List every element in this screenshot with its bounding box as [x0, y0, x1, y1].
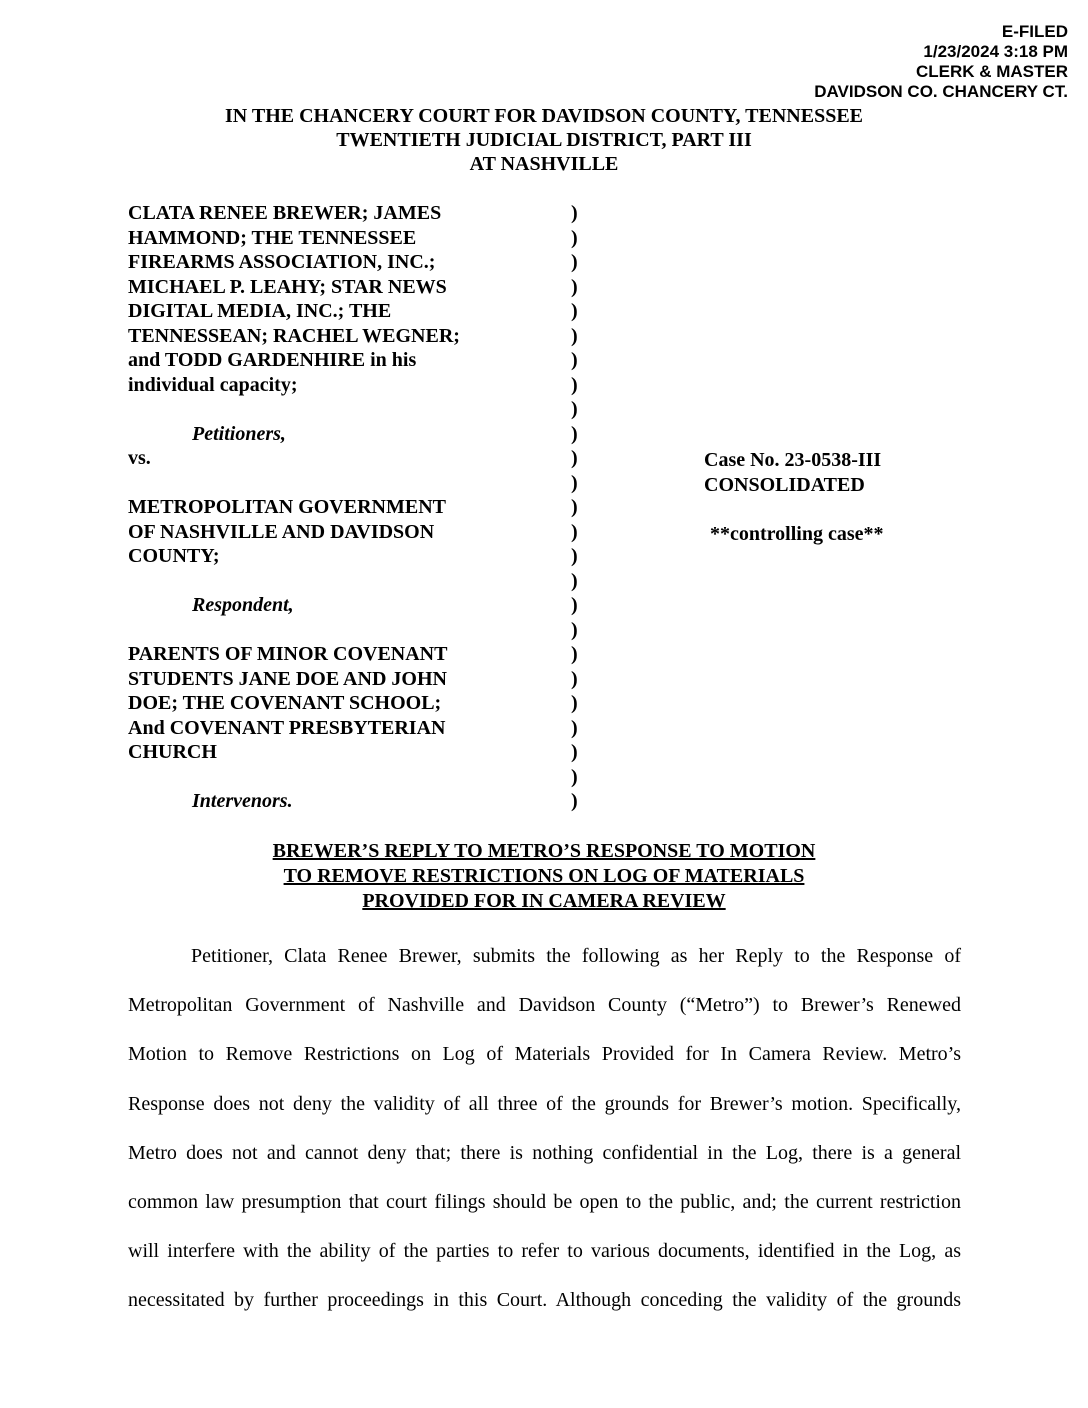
case-info [704, 448, 884, 546]
body-line: Motion to Remove Restrictions on Log of Materials Provided for In Camera Review. Metro’s [128, 1043, 961, 1066]
intervenors-label: Intervenors. [192, 790, 293, 812]
respondent-label: Respondent, [192, 594, 294, 616]
caption-paren: ) [571, 471, 578, 494]
caption-paren: ) [571, 373, 578, 396]
court-header [0, 104, 1088, 176]
caption-line: HAMMOND; THE TENNESSEE [128, 226, 417, 249]
versus-label: vs. [128, 447, 151, 469]
controlling-case-label: **controlling case** [710, 522, 884, 545]
body-line: common law presumption that court filings should be open to the public, and; the current restriction [128, 1190, 961, 1213]
caption-paren: ) [571, 594, 578, 616]
caption-paren: ) [571, 618, 578, 641]
petitioners-label: Petitioners, [192, 422, 286, 445]
efile-clerk: CLERK & MASTER [915, 62, 1068, 81]
caption-paren: ) [571, 447, 578, 469]
caption-paren: ) [571, 667, 578, 690]
caption-paren-column [571, 201, 591, 814]
caption-paren: ) [571, 202, 578, 224]
caption-paren: ) [571, 545, 578, 567]
court-location: AT NASHVILLE [469, 153, 619, 175]
case-number: Case No. 23-0538-III [704, 449, 882, 471]
caption-line: METROPOLITAN GOVERNMENT [128, 496, 446, 518]
consolidated-label: CONSOLIDATED [704, 473, 865, 496]
caption-line: And COVENANT PRESBYTERIAN [128, 716, 446, 739]
caption-line: DOE; THE COVENANT SCHOOL; [128, 692, 442, 714]
caption-line: CHURCH [128, 741, 217, 763]
body-paragraph [128, 932, 961, 1326]
caption-paren: ) [571, 741, 578, 763]
efile-court: DAVIDSON CO. CHANCERY CT. [814, 82, 1068, 101]
caption-line: PARENTS OF MINOR COVENANT [128, 643, 448, 665]
caption-line: MICHAEL P. LEAHY; STAR NEWS [128, 275, 447, 298]
caption-spacer [128, 471, 558, 496]
caption-spacer [128, 569, 558, 594]
caption-line: CLATA RENEE BREWER; JAMES [128, 202, 442, 224]
title-line: BREWER’S REPLY TO METRO’S RESPONSE TO MOTION [272, 840, 816, 862]
title-line: PROVIDED FOR IN CAMERA REVIEW [362, 890, 726, 912]
caption-paren: ) [571, 765, 578, 788]
caption-paren: ) [571, 300, 578, 322]
caption-paren: ) [571, 496, 578, 518]
caption-paren: ) [571, 349, 578, 371]
body-line: Metropolitan Government of Nashville and Davidson County (“Metro”) to Brewer’s Renewed [128, 994, 961, 1017]
body-line-text: Petitioner, Clata Renee Brewer, submits the following as her Reply to the Response of [191, 945, 961, 967]
body-line: necessitated by further proceedings in this Court. Although conceding the validity of the grounds [128, 1289, 961, 1312]
body-line: Metro does not and cannot deny that; there is nothing confidential in the Log, there is a general [128, 1141, 961, 1164]
caption-paren: ) [571, 226, 578, 249]
court-district: TWENTIETH JUDICIAL DISTRICT, PART III [336, 129, 752, 151]
caption-line: STUDENTS JANE DOE AND JOHN [128, 667, 447, 690]
document-title [0, 839, 1088, 914]
caption-paren: ) [571, 643, 578, 665]
caption-paren: ) [571, 520, 578, 543]
caption-line: FIREARMS ASSOCIATION, INC.; [128, 251, 436, 273]
caption-paren: ) [571, 790, 578, 812]
caption-line: and TODD GARDENHIRE in his [128, 349, 417, 371]
caption-paren: ) [571, 422, 578, 445]
caption-paren: ) [571, 251, 578, 273]
body-line: will interfere with the ability of the parties to refer to various documents, identified in the Log, as [128, 1240, 961, 1263]
court-name: IN THE CHANCERY COURT FOR DAVIDSON COUNTY, TENNESSEE [225, 105, 863, 127]
body-line: Response does not deny the validity of all three of the grounds for Brewer’s motion. Specifically, [128, 1092, 961, 1115]
caption-paren: ) [571, 324, 578, 347]
efile-label: E-FILED [1001, 22, 1068, 41]
caption-line: individual capacity; [128, 373, 298, 396]
caption-line: DIGITAL MEDIA, INC.; THE [128, 300, 392, 322]
caption-paren: ) [571, 569, 578, 592]
caption-spacer [128, 397, 558, 422]
title-line: TO REMOVE RESTRICTIONS ON LOG OF MATERIALS [283, 865, 805, 887]
body-line [128, 932, 961, 981]
caption-paren: ) [571, 398, 578, 420]
caption-spacer [128, 618, 558, 643]
efile-timestamp: 1/23/2024 3:18 PM [923, 42, 1068, 61]
caption-paren: ) [571, 275, 578, 298]
caption-paren: ) [571, 692, 578, 714]
caption-line: COUNTY; [128, 545, 220, 567]
caption-spacer [128, 765, 558, 790]
efile-stamp [814, 22, 1068, 102]
caption-line: OF NASHVILLE AND DAVIDSON [128, 520, 435, 543]
case-caption-parties [128, 201, 558, 814]
caption-line: TENNESSEAN; RACHEL WEGNER; [128, 324, 460, 347]
caption-paren: ) [571, 716, 578, 739]
